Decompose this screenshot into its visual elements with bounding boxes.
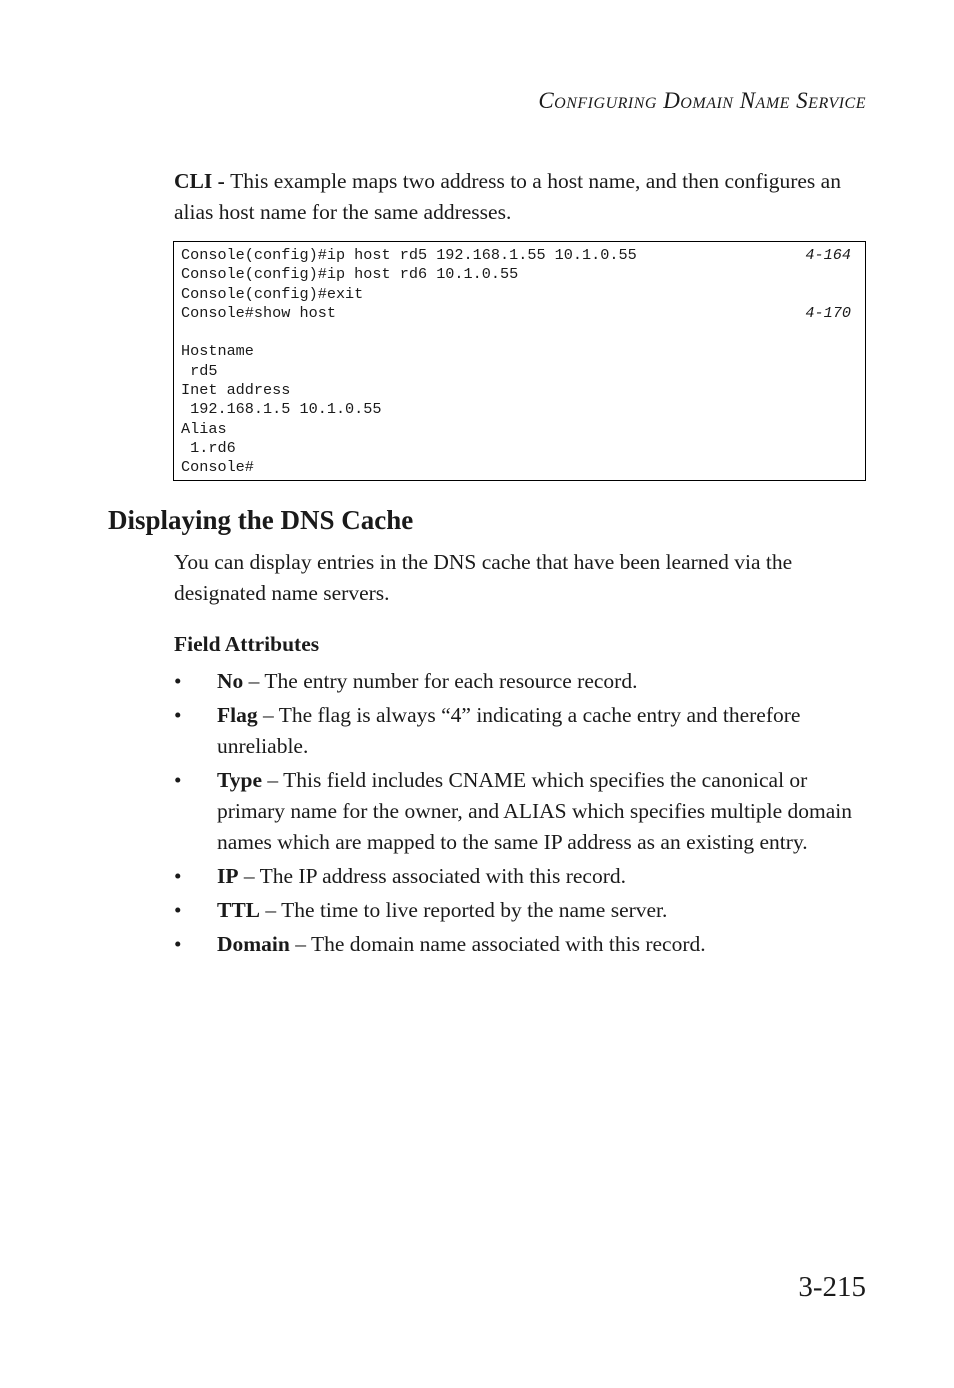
intro-text: This example maps two address to a host name, and then configures an alias host name for the same addresses.: [174, 169, 841, 224]
field-description: – The IP address associated with this record.: [238, 864, 627, 888]
code-line: [181, 420, 851, 439]
field-term: No: [217, 669, 244, 693]
page-number: 3-215: [798, 1271, 866, 1303]
bullet-icon: •: [174, 932, 182, 956]
code-text: rd5: [181, 361, 218, 380]
code-line: [181, 362, 851, 381]
list-item: [174, 765, 874, 858]
field-term: Type: [217, 768, 262, 792]
code-text: Console(config)#ip host rd5 192.168.1.55 10.1.0.55: [181, 246, 637, 264]
field-term: IP: [217, 864, 239, 888]
field-description: – The domain name associated with this record.: [289, 932, 706, 956]
code-text: 192.168.1.5 10.1.0.55: [181, 400, 382, 419]
cli-code-block: [173, 241, 866, 481]
bullet-icon: •: [174, 768, 182, 792]
code-text: Console(config)#exit: [181, 284, 364, 303]
code-line: [181, 439, 851, 458]
field-description: – The time to live reported by the name server.: [260, 898, 668, 922]
code-line: [181, 458, 851, 477]
code-text: Console#: [181, 458, 254, 477]
code-line: [181, 246, 851, 265]
code-text: Alias: [181, 419, 227, 438]
code-text: Console(config)#ip host rd6 10.1.0.55: [181, 265, 519, 284]
field-term: Flag: [217, 703, 258, 727]
bullet-icon: •: [174, 864, 182, 888]
code-line: [181, 381, 851, 400]
section-heading: Displaying the DNS Cache: [108, 505, 414, 535]
field-attributes-heading: Field Attributes: [174, 632, 320, 656]
field-description: – The entry number for each resource record.: [243, 669, 638, 693]
list-item: [174, 700, 874, 762]
field-description: – This field includes CNAME which specifies the canonical or primary name for the owner, and ALIAS which specifies multiple domain names which are mapped to the same IP address as an existing entry.: [217, 768, 853, 854]
bullet-icon: •: [174, 898, 182, 922]
code-line: [181, 304, 851, 323]
code-text: Hostname: [181, 342, 254, 361]
section-paragraph: You can display entries in the DNS cache that have been learned via the designated name servers.: [174, 550, 793, 605]
intro-paragraph: [174, 166, 874, 228]
code-text: 1.rd6: [181, 438, 236, 457]
code-text: Console#show host: [181, 303, 336, 322]
list-item: [174, 895, 874, 926]
code-line: [181, 400, 851, 419]
field-term: Domain: [217, 932, 290, 956]
list-item: [174, 666, 874, 697]
code-page-ref: 4-164: [805, 246, 851, 264]
field-attributes-list: [174, 666, 874, 963]
running-header: Configuring Domain Name Service: [538, 88, 866, 113]
code-text: Inet address: [181, 381, 291, 400]
bullet-icon: •: [174, 703, 182, 727]
bullet-icon: •: [174, 669, 182, 693]
code-line: [181, 342, 851, 361]
code-line: [181, 323, 851, 342]
code-page-ref: 4-170: [805, 303, 851, 322]
list-item: [174, 929, 874, 960]
intro-label: CLI -: [174, 169, 231, 193]
code-line: [181, 285, 851, 304]
field-term: TTL: [217, 898, 261, 922]
field-description: – The flag is always “4” indicating a cache entry and therefore unreliable.: [217, 703, 801, 758]
list-item: [174, 861, 874, 892]
code-line: [181, 265, 851, 284]
